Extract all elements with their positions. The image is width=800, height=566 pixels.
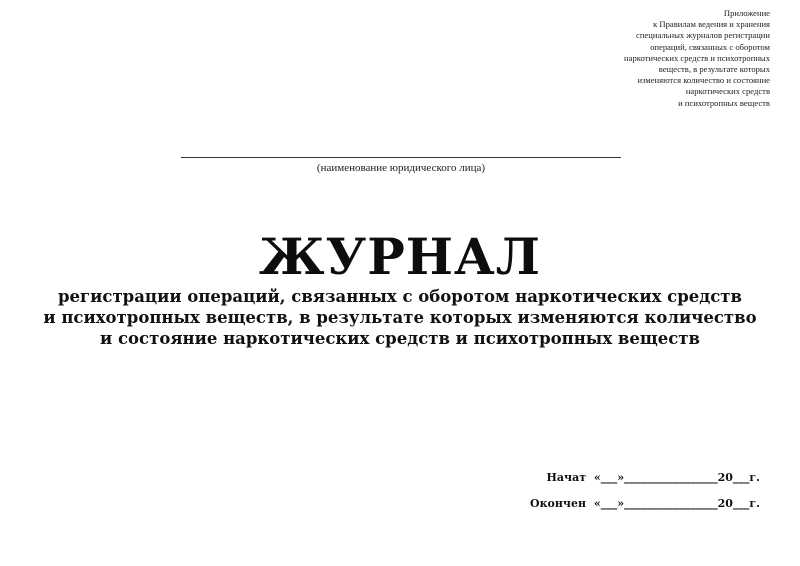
appendix-line: к Правилам ведения и хранения <box>653 19 770 30</box>
subtitle-line: и психотропных веществ, в результате которых изменяются количество <box>43 308 757 327</box>
appendix-line: наркотических средств <box>685 86 770 97</box>
ended-date-field: «___»_________________20___г. <box>593 497 760 510</box>
appendix-line: и психотропных веществ <box>678 97 770 108</box>
appendix-line: Приложение <box>723 8 770 18</box>
organization-name-caption: (наименование юридического лица) <box>316 162 486 174</box>
appendix-line: операций, связанных с оборотом <box>650 41 770 52</box>
appendix-line: специальных журналов регистрации <box>636 30 770 41</box>
journal-title: ЖУРНАЛ <box>259 227 541 286</box>
appendix-line: веществ, в результате которых <box>658 64 770 75</box>
started-label: Начат <box>546 471 587 484</box>
appendix-line: наркотических средств и психотропных <box>624 52 770 63</box>
subtitle-line: регистрации операций, связанных с оборотом наркотических средств <box>58 287 742 306</box>
started-date-row <box>547 471 761 484</box>
journal-subtitle <box>0 286 800 349</box>
started-date-field: «___»_________________20___г. <box>593 471 760 484</box>
subtitle-line: и состояние наркотических средств и психотропных веществ <box>100 329 700 348</box>
organization-name-line <box>181 149 621 158</box>
ended-label: Окончен <box>530 497 587 510</box>
ended-date-row <box>530 497 760 510</box>
appendix-line: изменяются количество и состояние <box>637 75 770 86</box>
appendix-note <box>580 8 770 109</box>
